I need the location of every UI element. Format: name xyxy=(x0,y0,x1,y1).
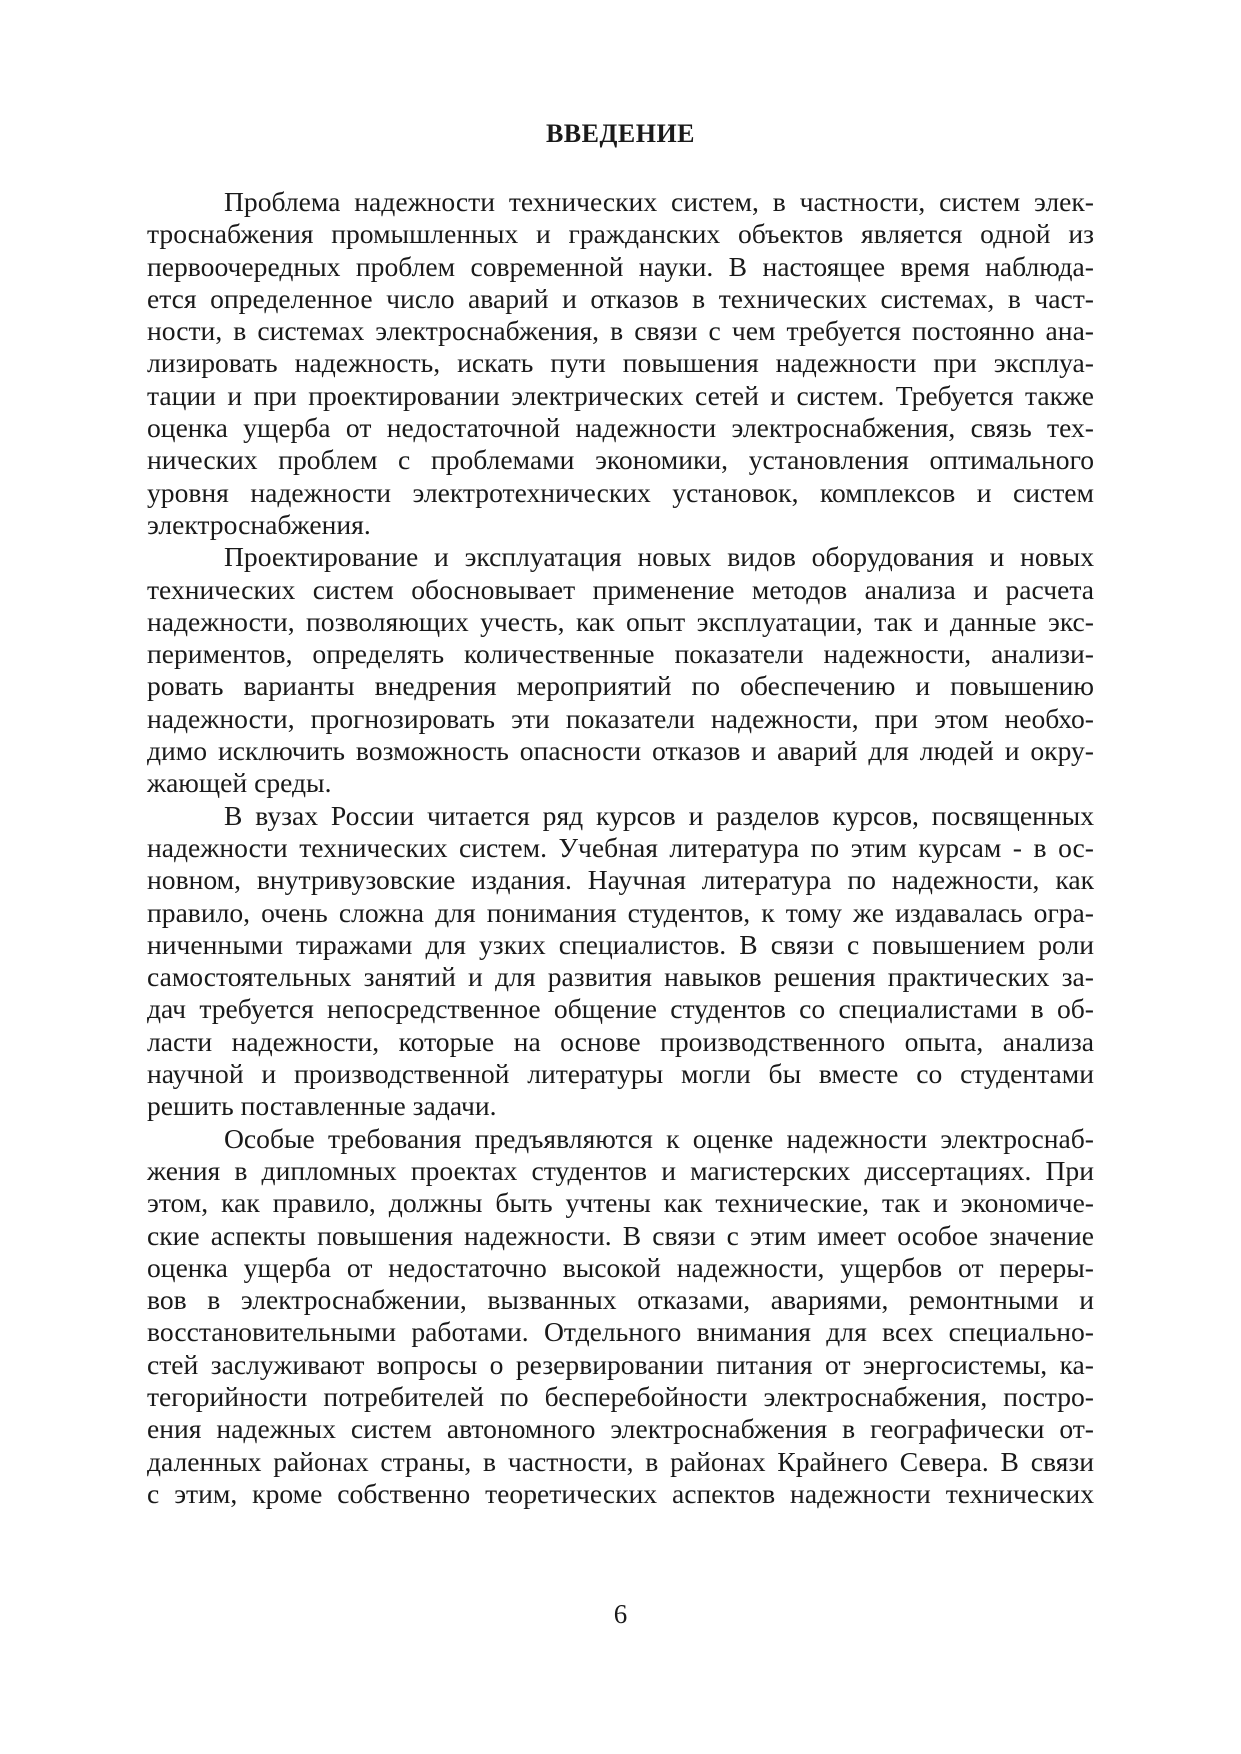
text-line: периментов, определять количественные показатели надежности, анализи- xyxy=(147,638,1094,670)
text-line: научной и производственной литературы могли бы вместе со студентами xyxy=(147,1058,1094,1090)
text-line: лизировать надежность, искать пути повышения надежности при эксплуа- xyxy=(147,347,1094,379)
text-line: Проблема надежности технических систем, в частности, систем элек- xyxy=(224,186,1094,217)
text-line: надежности технических систем. Учебная литература по этим курсам - в ос- xyxy=(147,831,1094,863)
text-line: жающей среды. xyxy=(147,767,332,799)
text-line: первоочередных проблем современной науки. В настоящее время наблюда- xyxy=(147,250,1094,282)
text-line: Проектирование и эксплуатация новых видов оборудования и новых xyxy=(224,541,1094,573)
text-line: Особые требования предъявляются к оценке надежности электроснаб- xyxy=(224,1122,1094,1154)
text-line: дач требуется непосредственное общение студентов со специалистами в об- xyxy=(147,993,1094,1025)
text-line: тации и при проектировании электрических сетей и систем. Требуется также xyxy=(147,379,1094,411)
text-line: надежности, позволяющих учесть, как опыт эксплуатации, так и данные экс- xyxy=(147,605,1094,637)
body-text xyxy=(147,186,1094,1510)
text-line: уровня надежности электротехнических установок, комплексов и систем xyxy=(147,476,1094,508)
text-line: технических систем обосновывает применение методов анализа и расчета xyxy=(147,573,1094,605)
text-line: ения надежных систем автономного электроснабжения в географически от- xyxy=(147,1413,1094,1445)
page-number: 6 xyxy=(613,1599,628,1629)
text-line: оценка ущерба от недостаточной надежности электроснабжения, связь тех- xyxy=(147,412,1094,444)
text-line: ласти надежности, которые на основе производственного опыта, анализа xyxy=(147,1025,1094,1057)
paragraph-3 xyxy=(147,800,1094,1123)
text-line: решить поставленные задачи. xyxy=(147,1090,497,1122)
paragraph-2 xyxy=(147,541,1094,799)
text-line: восстановительными работами. Отдельного внимания для всех специально- xyxy=(147,1316,1094,1348)
text-line: ниченными тиражами для узких специалистов. В связи с повышением роли xyxy=(147,928,1094,960)
text-line: этом, как правило, должны быть учтены как технические, так и экономиче- xyxy=(147,1187,1094,1219)
text-line: ровать варианты внедрения мероприятий по обеспечению и повышению xyxy=(147,670,1094,702)
paragraph-1 xyxy=(147,186,1094,541)
text-line: В вузах России читается ряд курсов и разделов курсов, посвященных xyxy=(224,799,1094,831)
text-line: ности, в системах электроснабжения, в связи с чем требуется постоянно ана- xyxy=(147,315,1094,347)
text-line: вов в электроснабжении, вызванных отказами, авариями, ремонтными и xyxy=(147,1284,1094,1316)
text-line: стей заслуживают вопросы о резервировании питания от энергосистемы, ка- xyxy=(147,1348,1094,1380)
text-line: оценка ущерба от недостаточно высокой надежности, ущербов от переры- xyxy=(147,1251,1094,1283)
text-line: надежности, прогнозировать эти показатели надежности, при этом необхо- xyxy=(147,702,1094,734)
text-line: самостоятельных занятий и для развития навыков решения практических за- xyxy=(147,961,1094,993)
text-line: жения в дипломных проектах студентов и магистерских диссертациях. При xyxy=(147,1154,1094,1186)
text-line: даленных районах страны, в частности, в районах Крайнего Севера. В связи xyxy=(147,1445,1094,1477)
text-line: троснабжения промышленных и гражданских объектов является одной из xyxy=(147,218,1094,250)
page-heading: ВВЕДЕНИЕ xyxy=(545,119,696,148)
paragraph-4 xyxy=(147,1123,1094,1511)
text-line: ется определенное число аварий и отказов в технических системах, в част- xyxy=(147,282,1094,314)
text-line: электроснабжения. xyxy=(147,508,371,540)
text-line: тегорийности потребителей по бесперебойности электроснабжения, постро- xyxy=(147,1380,1094,1412)
text-line: нических проблем с проблемами экономики, установления оптимального xyxy=(147,444,1094,476)
text-line: ские аспекты повышения надежности. В связи с этим имеет особое значение xyxy=(147,1219,1094,1251)
text-line: новном, внутривузовские издания. Научная литература по надежности, как xyxy=(147,864,1094,896)
text-line: правило, очень сложна для понимания студентов, к тому же издавалась огра- xyxy=(147,896,1094,928)
text-line: димо исключить возможность опасности отказов и аварий для людей и окру- xyxy=(147,735,1094,767)
text-line: с этим, кроме собственно теоретических аспектов надежности технических xyxy=(147,1477,1094,1509)
